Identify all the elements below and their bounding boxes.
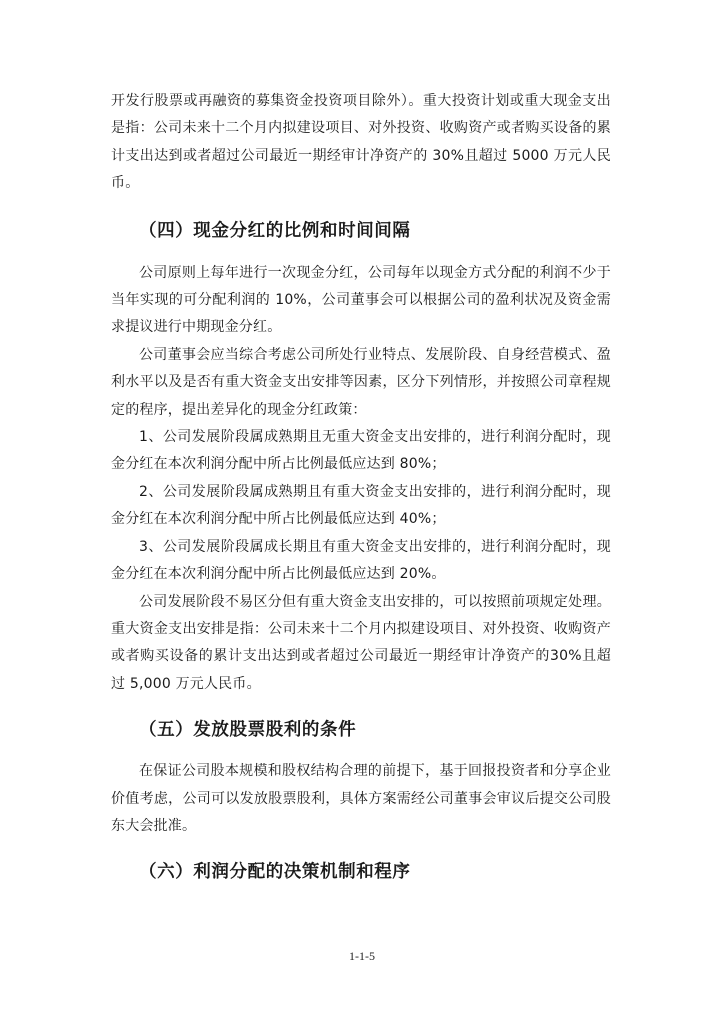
heading-decision-mechanism: （六）利润分配的决策机制和程序 [139, 862, 411, 883]
paragraph-indistinguishable-stage: 公司发展阶段不易区分但有重大资金支出安排的，可以按照前项规定处理。重大资金支出安排是指：公司未来十二个月内拟建设项目、对外投资、收购资产或者购买设备的累计支出达到或者超过公司最近一期经审计净资产的30%且超过 5,000 万元人民币。 [111, 593, 611, 692]
paragraph-differentiated-policy: 公司董事会应当综合考虑公司所处行业特点、发展阶段、自身经营模式、盈利水平以及是否有重大资金支出安排等因素，区分下列情形，并按照公司章程规定的程序，提出差异化的现金分红政策： [111, 346, 611, 418]
list-item-mature-with-expenditure: 2、公司发展阶段属成熟期且有重大资金支出安排的，进行利润分配时，现金分红在本次利润分配中所占比例最低应达到 40%； [111, 483, 611, 528]
heading-stock-dividend-conditions: （五）发放股票股利的条件 [139, 720, 357, 741]
paragraph-annual-cash-dividend: 公司原则上每年进行一次现金分红，公司每年以现金方式分配的利润不少于当年实现的可分配利润的 10%，公司董事会可以根据公司的盈利状况及资金需求提议进行中期现金分红。 [111, 264, 611, 336]
list-item-mature-no-expenditure: 1、公司发展阶段属成熟期且无重大资金支出安排的，进行利润分配时，现金分红在本次利润分配中所占比例最低应达到 80%； [111, 429, 611, 473]
paragraph-major-investment-definition: 开发行股票或再融资的募集资金投资项目除外）。重大投资计划或重大现金支出是指：公司未来十二个月内拟建设项目、对外投资、收购资产或者购买设备的累计支出达到或者超过公司最近一期经审计净资产的 30%且超过 5000 万元人民币。 [111, 93, 611, 192]
heading-cash-dividend-ratio: （四）现金分红的比例和时间间隔 [139, 220, 411, 241]
page-content [111, 88, 611, 888]
list-item-growth-with-expenditure: 3、公司发展阶段属成长期且有重大资金支出安排的，进行利润分配时，现金分红在本次利润分配中所占比例最低应达到 20%。 [111, 538, 611, 583]
page-number: 1-1-5 [349, 949, 375, 963]
paragraph-stock-dividend: 在保证公司股本规模和股权结构合理的前提下，基于回报投资者和分享企业价值考虑，公司可以发放股票股利，具体方案需经公司董事会审议后提交公司股东大会批准。 [111, 763, 611, 834]
